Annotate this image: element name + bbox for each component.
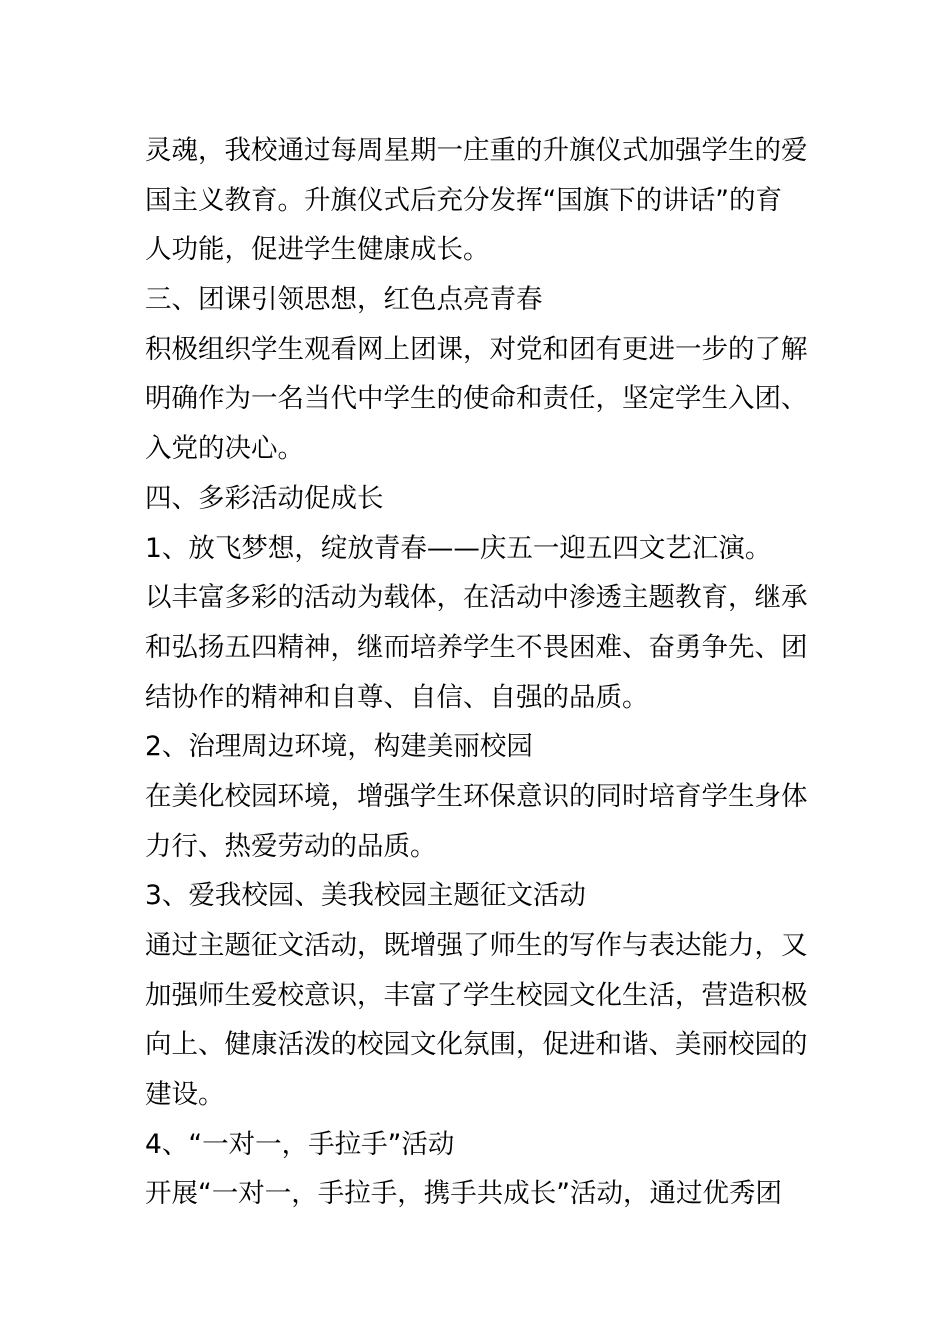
subsection-heading: 4、“一对一，手拉手”活动 [145, 1128, 455, 1160]
subsection-heading: 2、治理周边环境，构建美丽校园 [145, 731, 533, 763]
text-line: 向上、健康活泼的校园文化氛围，促进和谐、美丽校园的 [145, 1029, 808, 1061]
text-line: 开展“一对一，手拉手，携手共成长”活动，通过优秀团 [145, 1178, 782, 1210]
text-line: 结协作的精神和自尊、自信、自强的品质。 [145, 681, 649, 713]
document-body [145, 126, 825, 1219]
text-line: 国主义教育。升旗仪式后充分发挥“国旗下的讲话”的育 [145, 184, 782, 216]
text-line: 建设。 [145, 1079, 225, 1111]
text-line: 通过主题征文活动，既增强了师生的写作与表达能力，又 [145, 930, 808, 961]
text-line: 入党的决心。 [145, 433, 304, 465]
section-heading: 四、多彩活动促成长 [145, 482, 384, 514]
subsection-heading: 1、放飞梦想，绽放青春——庆五一迎五四文艺汇演。 [145, 532, 772, 564]
text-line: 积极组织学生观看网上团课，对党和团有更进一步的了解 [145, 333, 808, 365]
text-line: 和弘扬五四精神，继而培养学生不畏困难、奋勇争先、团 [145, 631, 808, 663]
subsection-heading: 3、爱我校园、美我校园主题征文活动 [145, 880, 586, 912]
text-line: 灵魂，我校通过每周星期一庄重的升旗仪式加强学生的爱 [145, 135, 808, 166]
text-line: 加强师生爱校意识，丰富了学生校园文化生活，营造积极 [145, 979, 808, 1011]
text-line: 在美化校园环境，增强学生环保意识的同时培育学生身体 [145, 780, 808, 812]
text-line: 人功能，促进学生健康成长。 [145, 234, 490, 266]
text-line: 以丰富多彩的活动为载体，在活动中渗透主题教育，继承 [145, 582, 808, 614]
text-line: 明确作为一名当代中学生的使命和责任，坚定学生入团、 [145, 383, 808, 415]
section-heading: 三、团课引领思想，红色点亮青春 [145, 284, 543, 316]
text-line: 力行、热爱劳动的品质。 [145, 830, 437, 862]
